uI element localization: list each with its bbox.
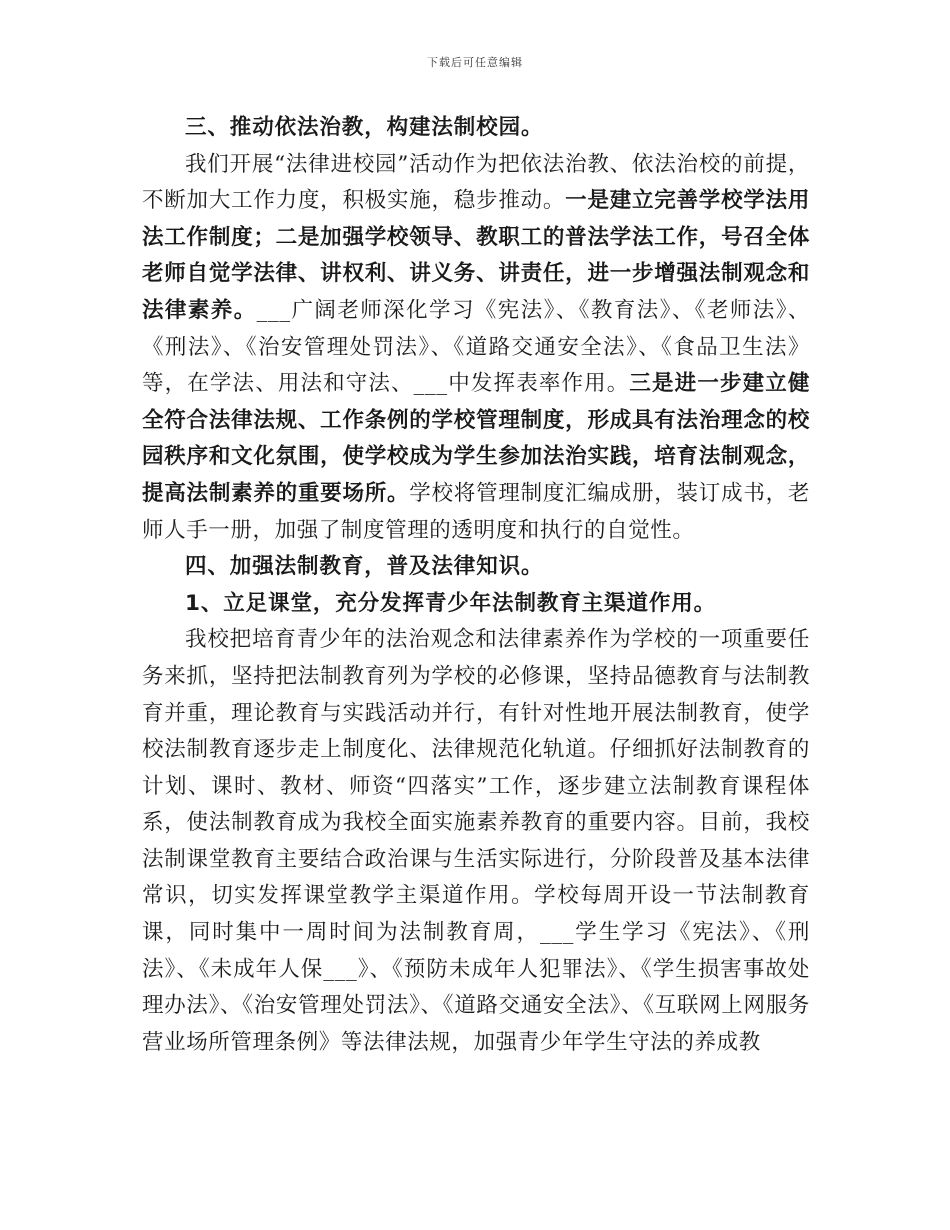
section-3-closing-text: 学校将管理制度汇编成册，装订成书，老师人手一册，加强了制度管理的透明度和执行的自觉性。	[142, 480, 810, 543]
document-body	[142, 110, 810, 1061]
section-4-paragraph: 我校把培育青少年的法治观念和法律素养作为学校的一项重要任务来抓，坚持把法制教育列为学校的必修课，坚持品德教育与法制教育并重，理论教育与实践活动并行，有针对性地开展法制教育，使学校法制教育逐步走上制度化、法律规范化轨道。仔细抓好法制教育的计划、课时、教材、师资“四落实”工作，逐步建立法制教育课程体系，使法制教育成为我校全面实施素养教育的重要内容。目前，我校法制课堂教育主要结合政治课与生活实际进行，分阶段普及基本法律常识，切实发挥课堂教学主渠道作用。学校每周开设一节法制教育课，同时集中一周时间为法制教育周，___学生学习《宪法》、《刑法》、《未成年人保___》、《预防未成年人犯罪法》、《学生损害事故处理办法》、《治安管理处罚法》、《道路交通安全法》、《互联网上网服务营业场所管理条例》等法律法规，加强青少年学生守法的养成教	[142, 627, 810, 1055]
page-header-note: 下载后可任意编辑	[427, 56, 523, 69]
section-3-measures-1-2: 一是建立完善学校学法用法工作制度；二是加强学校领导、教职工的普法学法工作，号召全体老师自觉学法律、讲权利、讲义务、讲责任，进一步增强法制观念和法律素养。	[142, 188, 810, 323]
section-3-study-laws-text: ___广阔老师深化学习《宪法》、《教育法》、《老师法》、《刑法》、《治安管理处罚法》、《道路交通安全法》、《食品卫生法》等，在学法、用法和守法、___中发挥表率作用。	[142, 297, 810, 397]
section-3-paragraph	[142, 147, 810, 550]
section-4-subheading-1: 1、立足课堂，充分发挥青少年法制教育主渠道作用。	[185, 590, 717, 616]
section-4-heading: 四、加强法制教育，普及法律知识。	[185, 554, 544, 580]
section-3-intro-text: 我们开展“法律进校园”活动作为把依法治教、依法治校的前提，不断加大工作力度，积极实施，稳步推动。	[142, 151, 810, 214]
section-3-heading: 三、推动依法治教，构建法制校园。	[185, 115, 544, 140]
section-3-measure-3: 三是进一步建立健全符合法律法规、工作条例的学校管理制度，形成具有法治理念的校园秩序和文化氛围，使学校成为学生参加法治实践，培育法制观念，提高法制素养的重要场所。	[142, 371, 810, 506]
